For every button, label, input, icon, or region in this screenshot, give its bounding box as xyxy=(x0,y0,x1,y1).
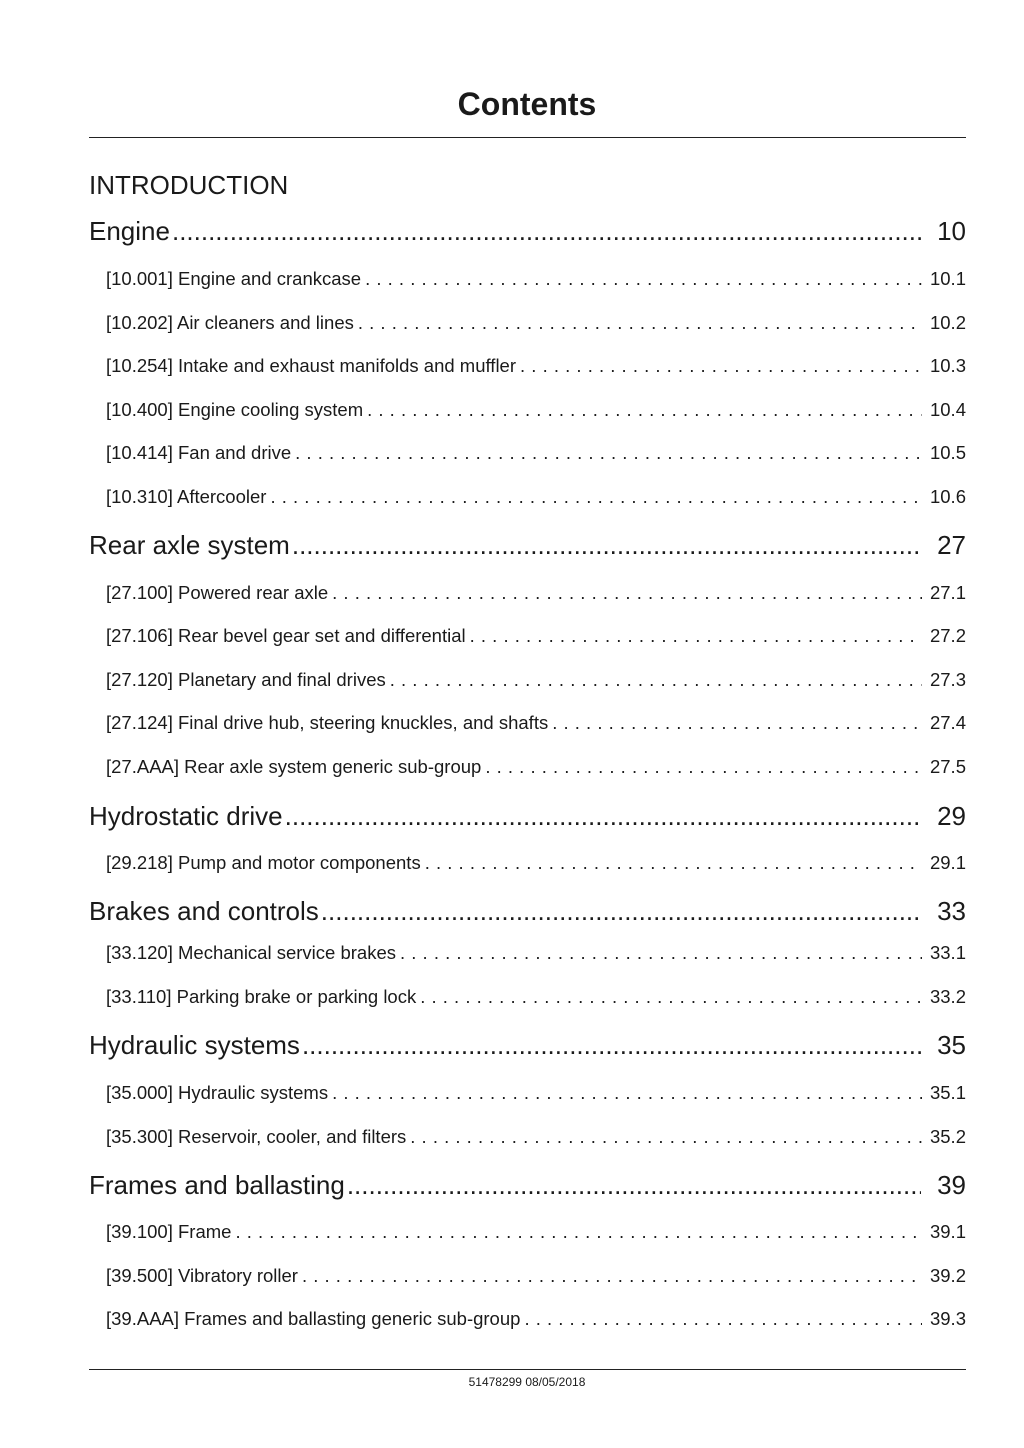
entry-page: 29.1 xyxy=(929,852,966,873)
toc-entry[interactable] xyxy=(89,486,966,508)
section-label: Frames and ballasting xyxy=(89,1170,345,1200)
toc-entry[interactable] xyxy=(89,1082,966,1104)
dot-leader xyxy=(332,582,922,604)
dot-leader xyxy=(270,486,922,508)
toc-entry[interactable] xyxy=(89,986,966,1008)
entry-page: 10.5 xyxy=(929,442,966,463)
toc-entry[interactable] xyxy=(89,942,966,964)
entry-page: 39.2 xyxy=(929,1265,966,1286)
toc-entry[interactable] xyxy=(89,268,966,290)
entry-label: [10.400] Engine cooling system xyxy=(106,399,364,420)
entry-label: [39.500] Vibratory roller xyxy=(106,1265,298,1286)
toc-entry[interactable] xyxy=(89,669,966,691)
toc-entry[interactable] xyxy=(89,312,966,334)
dot-leader xyxy=(321,896,921,927)
entry-label: [10.414] Fan and drive xyxy=(106,442,292,463)
dot-leader xyxy=(302,1030,921,1061)
dot-leader xyxy=(425,852,922,874)
section-page: 10 xyxy=(937,216,966,246)
section-label: Brakes and controls xyxy=(89,896,319,926)
dot-leader xyxy=(365,268,922,290)
entry-label: [10.310] Aftercooler xyxy=(106,486,267,507)
toc-entry[interactable] xyxy=(89,442,966,464)
toc-section-rear-axle[interactable] xyxy=(89,530,966,561)
entry-label: [27.106] Rear bevel gear set and differential xyxy=(106,625,466,646)
toc-entry[interactable] xyxy=(89,625,966,647)
section-page: 29 xyxy=(937,801,966,831)
entry-page: 10.1 xyxy=(929,268,966,289)
dot-leader xyxy=(524,1308,922,1330)
entry-page: 39.1 xyxy=(929,1221,966,1242)
toc-entry[interactable] xyxy=(89,355,966,377)
dot-leader xyxy=(285,801,921,832)
toc-entry[interactable] xyxy=(89,1221,966,1243)
entry-page: 35.1 xyxy=(929,1082,966,1103)
dot-leader xyxy=(235,1221,922,1243)
toc-entry[interactable] xyxy=(89,852,966,874)
entry-page: 27.4 xyxy=(929,712,966,733)
toc-section-hydraulic-systems[interactable] xyxy=(89,1030,966,1061)
entry-page: 39.3 xyxy=(929,1308,966,1329)
dot-leader xyxy=(410,1126,922,1148)
toc-section-hydrostatic-drive[interactable] xyxy=(89,801,966,832)
section-label: Hydraulic systems xyxy=(89,1030,300,1060)
entry-label: [29.218] Pump and motor components xyxy=(106,852,421,873)
toc-entry[interactable] xyxy=(89,399,966,421)
dot-leader xyxy=(332,1082,922,1104)
entry-label: [10.001] Engine and crankcase xyxy=(106,268,362,289)
dot-leader xyxy=(295,442,922,464)
entry-page: 27.1 xyxy=(929,582,966,603)
footer-divider xyxy=(89,1369,966,1370)
entry-label: [33.110] Parking brake or parking lock xyxy=(106,986,417,1007)
entry-page: 10.3 xyxy=(929,355,966,376)
entry-page: 27.2 xyxy=(929,625,966,646)
entry-label: [10.202] Air cleaners and lines xyxy=(106,312,354,333)
entry-page: 33.2 xyxy=(929,986,966,1007)
toc-section-frames[interactable] xyxy=(89,1170,966,1201)
entry-label: [35.000] Hydraulic systems xyxy=(106,1082,329,1103)
dot-leader xyxy=(400,942,922,964)
dot-leader xyxy=(552,712,922,734)
entry-label: [27.100] Powered rear axle xyxy=(106,582,329,603)
dot-leader xyxy=(367,399,922,421)
entry-page: 10.2 xyxy=(929,312,966,333)
section-page: 27 xyxy=(937,530,966,560)
section-page: 33 xyxy=(937,896,966,926)
entry-label: [39.100] Frame xyxy=(106,1221,232,1242)
section-label: Rear axle system xyxy=(89,530,290,560)
entry-label: [35.300] Reservoir, cooler, and filters xyxy=(106,1126,407,1147)
page-title: Contents xyxy=(457,86,597,122)
entry-label: [27.AAA] Rear axle system generic sub-group xyxy=(106,756,482,777)
toc-entry[interactable] xyxy=(89,1308,966,1330)
entry-label: [27.120] Planetary and final drives xyxy=(106,669,386,690)
entry-page: 27.3 xyxy=(929,669,966,690)
entry-page: 35.2 xyxy=(929,1126,966,1147)
dot-leader xyxy=(302,1265,922,1287)
dot-leader xyxy=(520,355,922,377)
dot-leader xyxy=(347,1170,921,1201)
entry-label: [27.124] Final drive hub, steering knuckles, and shafts xyxy=(106,712,549,733)
dot-leader xyxy=(470,625,922,647)
section-label: Engine xyxy=(89,216,170,246)
introduction-heading[interactable]: INTRODUCTION xyxy=(89,170,289,200)
entry-page: 27.5 xyxy=(929,756,966,777)
entry-label: [39.AAA] Frames and ballasting generic sub-group xyxy=(106,1308,521,1329)
entry-page: 10.6 xyxy=(929,486,966,507)
entry-label: [33.120] Mechanical service brakes xyxy=(106,942,396,963)
dot-leader xyxy=(390,669,922,691)
toc-section-engine[interactable] xyxy=(89,216,966,247)
dot-leader xyxy=(292,530,921,561)
toc-entry[interactable] xyxy=(89,582,966,604)
title-divider xyxy=(89,137,966,138)
footer-doc-id: 51478299 08/05/2018 xyxy=(468,1375,586,1389)
entry-page: 33.1 xyxy=(929,942,966,963)
dot-leader xyxy=(358,312,922,334)
dot-leader xyxy=(420,986,922,1008)
dot-leader xyxy=(485,756,922,778)
entry-label: [10.254] Intake and exhaust manifolds and muffler xyxy=(106,355,517,376)
section-label: Hydrostatic drive xyxy=(89,801,283,831)
toc-entry[interactable] xyxy=(89,1265,966,1287)
toc-section-brakes[interactable] xyxy=(89,896,966,927)
section-page: 39 xyxy=(937,1170,966,1200)
toc-entry[interactable] xyxy=(89,712,966,734)
toc-entry[interactable] xyxy=(89,756,966,778)
toc-entry[interactable] xyxy=(89,1126,966,1148)
section-page: 35 xyxy=(937,1030,966,1060)
entry-page: 10.4 xyxy=(929,399,966,420)
dot-leader xyxy=(172,216,921,247)
